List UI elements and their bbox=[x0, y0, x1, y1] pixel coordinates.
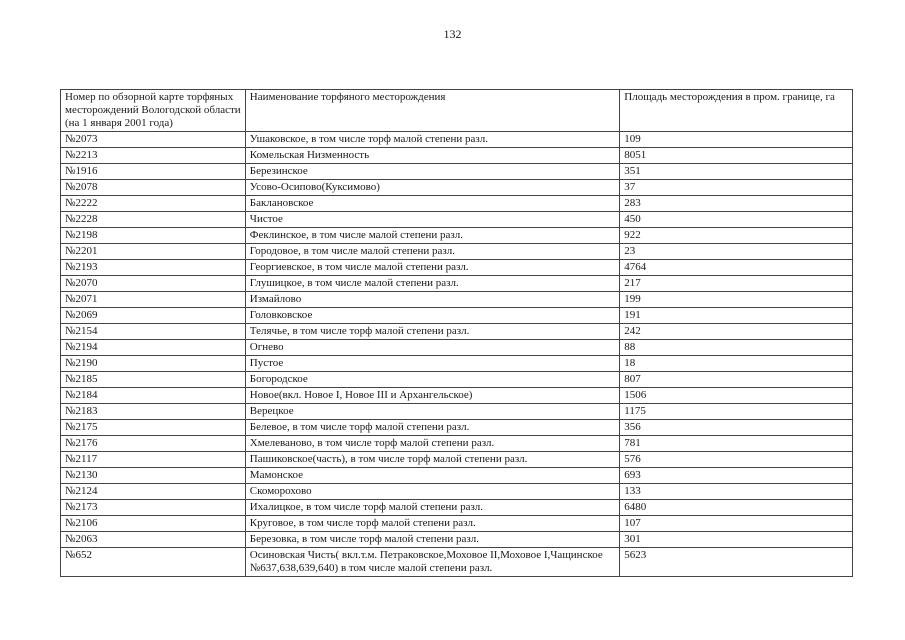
cell-area: 1175 bbox=[620, 404, 853, 420]
cell-map-number: №2130 bbox=[61, 468, 246, 484]
header-area: Площадь месторождения в пром. границе, га bbox=[620, 90, 853, 132]
cell-map-number: №2078 bbox=[61, 180, 246, 196]
table-row bbox=[61, 164, 853, 180]
table-row bbox=[61, 196, 853, 212]
table-row bbox=[61, 148, 853, 164]
cell-map-number: №2117 bbox=[61, 452, 246, 468]
cell-deposit-name: Хмелеваново, в том числе торф малой степени разл. bbox=[245, 436, 619, 452]
cell-area: 301 bbox=[620, 532, 853, 548]
table-row bbox=[61, 180, 853, 196]
cell-map-number: №2193 bbox=[61, 260, 246, 276]
cell-map-number: №2201 bbox=[61, 244, 246, 260]
cell-area: 781 bbox=[620, 436, 853, 452]
table-row bbox=[61, 212, 853, 228]
cell-area: 5623 bbox=[620, 548, 853, 577]
cell-deposit-name: Усово-Осипово(Куксимово) bbox=[245, 180, 619, 196]
table-row bbox=[61, 260, 853, 276]
cell-deposit-name: Феклинское, в том числе малой степени разл. bbox=[245, 228, 619, 244]
table-row bbox=[61, 324, 853, 340]
header-deposit-name: Наименование торфяного месторождения bbox=[245, 90, 619, 132]
cell-deposit-name: Осиновская Чисть( вкл.т.м. Петраковское,Моховое II,Моховое I,Чащинское №637,638,639,640) в том числе малой степени разл. bbox=[245, 548, 619, 577]
cell-map-number: №2175 bbox=[61, 420, 246, 436]
cell-deposit-name: Новое(вкл. Новое I, Новое III и Архангельское) bbox=[245, 388, 619, 404]
cell-map-number: №2190 bbox=[61, 356, 246, 372]
cell-area: 351 bbox=[620, 164, 853, 180]
table-row bbox=[61, 516, 853, 532]
cell-deposit-name: Измайлово bbox=[245, 292, 619, 308]
cell-area: 576 bbox=[620, 452, 853, 468]
cell-area: 88 bbox=[620, 340, 853, 356]
cell-area: 693 bbox=[620, 468, 853, 484]
cell-area: 356 bbox=[620, 420, 853, 436]
table-row bbox=[61, 500, 853, 516]
table-row bbox=[61, 356, 853, 372]
cell-deposit-name: Ушаковское, в том числе торф малой степени разл. bbox=[245, 132, 619, 148]
table-row bbox=[61, 452, 853, 468]
cell-map-number: №2173 bbox=[61, 500, 246, 516]
header-map-number: Номер по обзорной карте торфяных месторождений Вологодской области (на 1 января 2001 года) bbox=[61, 90, 246, 132]
cell-deposit-name: Пашиковское(часть), в том числе торф малой степени разл. bbox=[245, 452, 619, 468]
cell-deposit-name: Чистое bbox=[245, 212, 619, 228]
cell-area: 191 bbox=[620, 308, 853, 324]
table-row bbox=[61, 388, 853, 404]
cell-deposit-name: Баклановское bbox=[245, 196, 619, 212]
cell-deposit-name: Глушицкое, в том числе малой степени разл. bbox=[245, 276, 619, 292]
cell-map-number: №2069 bbox=[61, 308, 246, 324]
cell-deposit-name: Круговое, в том числе торф малой степени разл. bbox=[245, 516, 619, 532]
cell-map-number: №2124 bbox=[61, 484, 246, 500]
cell-area: 283 bbox=[620, 196, 853, 212]
table-row bbox=[61, 468, 853, 484]
cell-area: 23 bbox=[620, 244, 853, 260]
cell-area: 1506 bbox=[620, 388, 853, 404]
cell-area: 242 bbox=[620, 324, 853, 340]
table-row bbox=[61, 132, 853, 148]
cell-area: 37 bbox=[620, 180, 853, 196]
table-row bbox=[61, 436, 853, 452]
cell-area: 18 bbox=[620, 356, 853, 372]
cell-map-number: №2071 bbox=[61, 292, 246, 308]
cell-deposit-name: Мамонское bbox=[245, 468, 619, 484]
table-row bbox=[61, 244, 853, 260]
peat-deposits-table bbox=[60, 89, 853, 577]
cell-map-number: №2228 bbox=[61, 212, 246, 228]
cell-map-number: №2194 bbox=[61, 340, 246, 356]
cell-deposit-name: Скоморохово bbox=[245, 484, 619, 500]
table-row bbox=[61, 404, 853, 420]
table-row bbox=[61, 292, 853, 308]
table-row bbox=[61, 484, 853, 500]
cell-deposit-name: Огнево bbox=[245, 340, 619, 356]
cell-deposit-name: Головковское bbox=[245, 308, 619, 324]
cell-map-number: №2070 bbox=[61, 276, 246, 292]
cell-map-number: №2176 bbox=[61, 436, 246, 452]
cell-area: 8051 bbox=[620, 148, 853, 164]
cell-map-number: №2185 bbox=[61, 372, 246, 388]
table-row bbox=[61, 228, 853, 244]
cell-area: 109 bbox=[620, 132, 853, 148]
cell-map-number: №652 bbox=[61, 548, 246, 577]
cell-area: 4764 bbox=[620, 260, 853, 276]
table-row bbox=[61, 548, 853, 577]
cell-area: 107 bbox=[620, 516, 853, 532]
cell-map-number: №2073 bbox=[61, 132, 246, 148]
cell-map-number: №2106 bbox=[61, 516, 246, 532]
cell-area: 199 bbox=[620, 292, 853, 308]
table-row bbox=[61, 276, 853, 292]
cell-deposit-name: Богородское bbox=[245, 372, 619, 388]
cell-deposit-name: Телячье, в том числе торф малой степени разл. bbox=[245, 324, 619, 340]
cell-deposit-name: Городовое, в том числе малой степени разл. bbox=[245, 244, 619, 260]
cell-map-number: №2213 bbox=[61, 148, 246, 164]
cell-deposit-name: Комельская Низменность bbox=[245, 148, 619, 164]
cell-deposit-name: Березинское bbox=[245, 164, 619, 180]
cell-map-number: №1916 bbox=[61, 164, 246, 180]
cell-area: 133 bbox=[620, 484, 853, 500]
table-row bbox=[61, 308, 853, 324]
table-row bbox=[61, 532, 853, 548]
cell-map-number: №2154 bbox=[61, 324, 246, 340]
table-row bbox=[61, 420, 853, 436]
page-number: 132 bbox=[443, 27, 462, 41]
cell-map-number: №2184 bbox=[61, 388, 246, 404]
cell-area: 6480 bbox=[620, 500, 853, 516]
cell-deposit-name: Верецкое bbox=[245, 404, 619, 420]
cell-area: 922 bbox=[620, 228, 853, 244]
table-row bbox=[61, 372, 853, 388]
cell-deposit-name: Ихалицкое, в том числе торф малой степени разл. bbox=[245, 500, 619, 516]
cell-area: 217 bbox=[620, 276, 853, 292]
table-header-row bbox=[61, 90, 853, 132]
cell-area: 450 bbox=[620, 212, 853, 228]
cell-deposit-name: Белевое, в том числе торф малой степени разл. bbox=[245, 420, 619, 436]
cell-deposit-name: Георгиевское, в том числе малой степени разл. bbox=[245, 260, 619, 276]
cell-map-number: №2183 bbox=[61, 404, 246, 420]
cell-deposit-name: Пустое bbox=[245, 356, 619, 372]
cell-map-number: №2222 bbox=[61, 196, 246, 212]
cell-map-number: №2198 bbox=[61, 228, 246, 244]
table-row bbox=[61, 340, 853, 356]
cell-area: 807 bbox=[620, 372, 853, 388]
cell-deposit-name: Березовка, в том числе торф малой степени разл. bbox=[245, 532, 619, 548]
table-body bbox=[61, 132, 853, 577]
cell-map-number: №2063 bbox=[61, 532, 246, 548]
